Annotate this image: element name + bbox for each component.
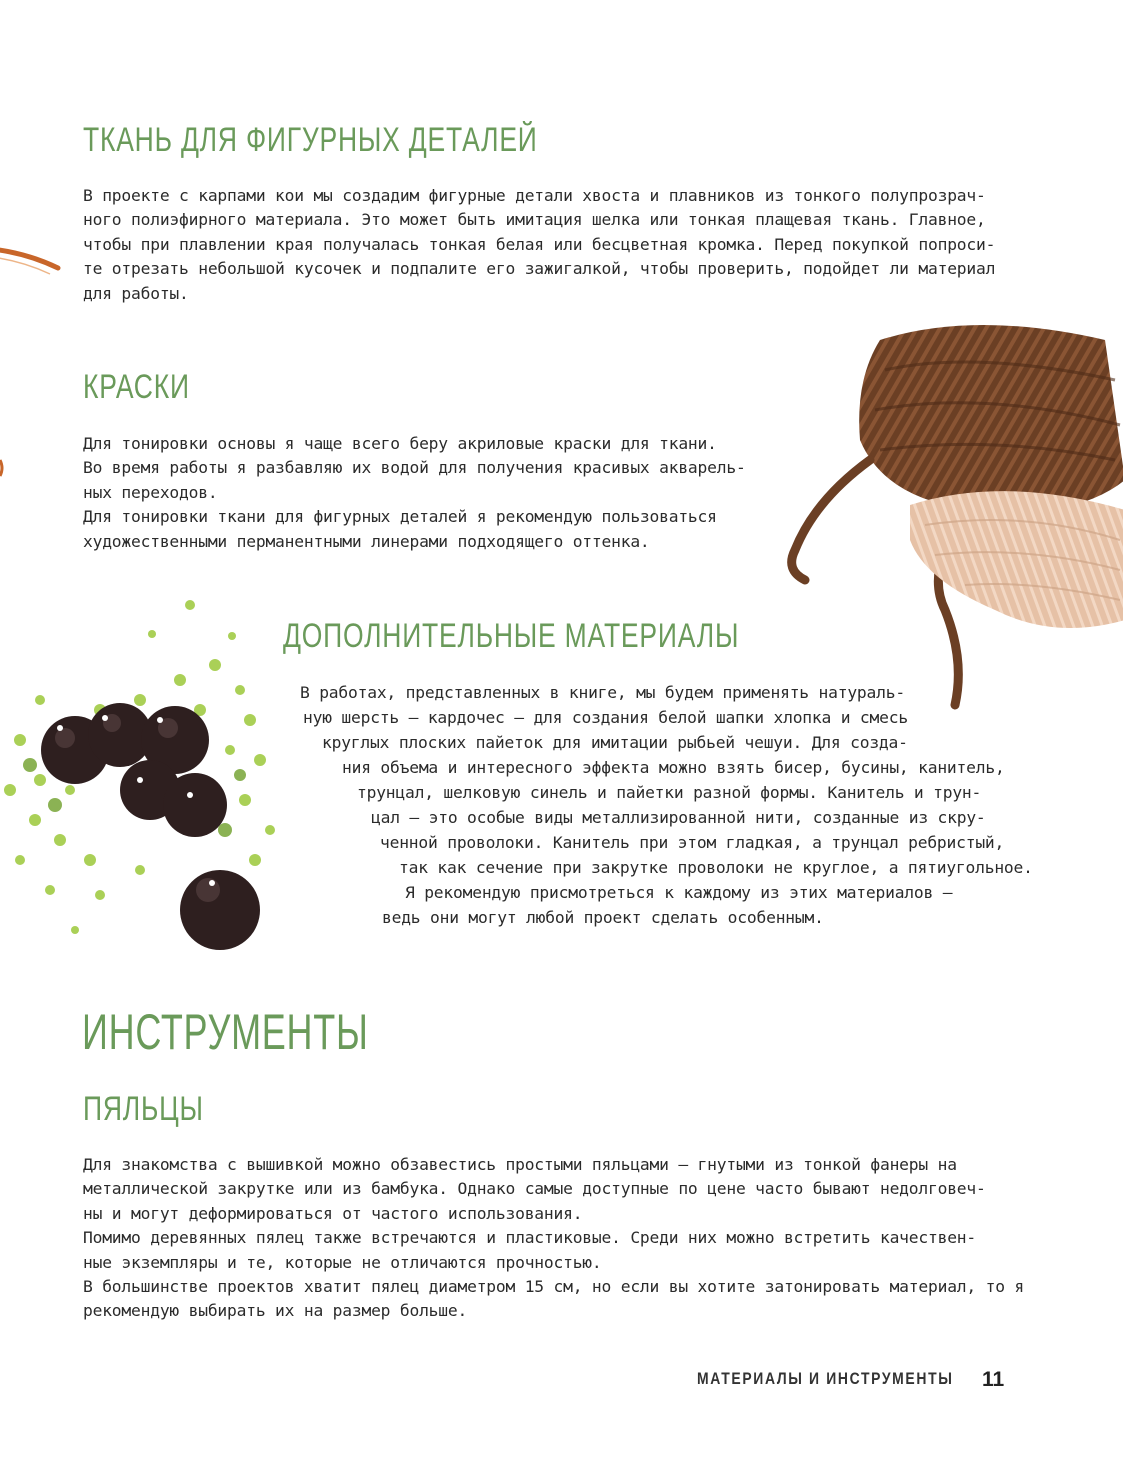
text-line: ного полиэфирного материала. Это может быть имитация шелка или тонкая плащевая ткань. Главное,	[83, 210, 986, 230]
text-line: Я рекомендую присмотреться к каждому из этих материалов —	[405, 883, 953, 902]
text-line: В работах, представленных в книге, мы будем применять натураль-	[300, 683, 905, 702]
text-line: круглых плоских пайеток для имитации рыбьей чешуи. Для созда-	[322, 733, 908, 752]
text-line: те отрезать небольшой кусочек и подпалите его зажигалкой, чтобы проверить, подойдет ли материал	[83, 259, 996, 279]
paragraph-fabric	[83, 184, 995, 306]
text-line: ведь они могут любой проект сделать особенным.	[382, 908, 824, 927]
text-line: так как сечение при закрутке проволоки не круглое, а пятиугольное.	[399, 858, 1033, 877]
text-line: ные экземпляры и те, которые не отличаются прочностью.	[83, 1252, 602, 1272]
text-line: ния объема и интересного эффекта можно взять бисер, бусины, канитель,	[342, 758, 1005, 777]
page-number: 11	[982, 1368, 1005, 1391]
paragraph-paints	[83, 432, 746, 554]
text-line: художественными перманентными линерами подходящего оттенка.	[83, 531, 650, 551]
text-line: В большинстве проектов хватит пялец диаметром 15 см, но если вы хотите затонировать материал, то я	[83, 1277, 1025, 1297]
text-line: ны и могут деформироваться от частого использования.	[83, 1203, 583, 1223]
heading-tools: ИНСТРУМЕНТЫ	[82, 1004, 369, 1060]
text-line: трунцал, шелковую синель и пайетки разной формы. Канитель и трун-	[357, 783, 982, 802]
text-line: ных переходов.	[83, 482, 218, 502]
text-line: Помимо деревянных пялец также встречаются и пластиковые. Среди них можно встретить качествен-	[83, 1228, 976, 1248]
text-line: металлической закрутке или из бамбука. Однако самые доступные по цене часто бывают недолговеч-	[83, 1179, 986, 1199]
text-line: для работы.	[83, 283, 189, 303]
text-line: В проекте с карпами кои мы создадим фигурные детали хвоста и плавников из тонкого полупрозрач-	[83, 186, 986, 205]
text-line: чтобы при плавлении края получалась тонкая белая или бесцветная кромка. Перед покупкой попроси-	[83, 234, 996, 254]
running-footer-title: МАТЕРИАЛЫ И ИНСТРУМЕНТЫ	[697, 1369, 954, 1388]
text-line: Для тонировки ткани для фигурных деталей я рекомендую пользоваться	[83, 507, 717, 527]
text-line: Для тонировки основы я чаще всего беру акриловые краски для ткани.	[83, 434, 717, 453]
text-line: цал — это особые виды металлизированной нити, созданные из скру-	[371, 808, 986, 827]
paragraph-hoops	[83, 1153, 1024, 1324]
heading-fabric: ТКАНЬ ДЛЯ ФИГУРНЫХ ДЕТАЛЕЙ	[83, 121, 538, 159]
heading-hoops: ПЯЛЬЦЫ	[83, 1090, 204, 1128]
chenille-yarn-image	[775, 310, 1123, 710]
text-line: ную шерсть — кардочес — для создания белой шапки хлопка и смесь	[303, 708, 908, 727]
text-line: Во время работы я разбавляю их водой для получения красивых акварель-	[83, 458, 746, 478]
text-line: рекомендую выбирать их на размер больше.	[83, 1301, 468, 1321]
sequins-image	[0, 590, 290, 970]
text-line: ченной проволоки. Канитель при этом гладкая, а трунцал ребристый,	[380, 833, 1005, 852]
heading-paints: КРАСКИ	[83, 368, 190, 406]
heading-extra-materials: ДОПОЛНИТЕЛЬНЫЕ МАТЕРИАЛЫ	[283, 617, 740, 655]
text-line: Для знакомства с вышивкой можно обзавестись простыми пяльцами — гнутыми из тонкой фанеры на	[83, 1155, 957, 1174]
